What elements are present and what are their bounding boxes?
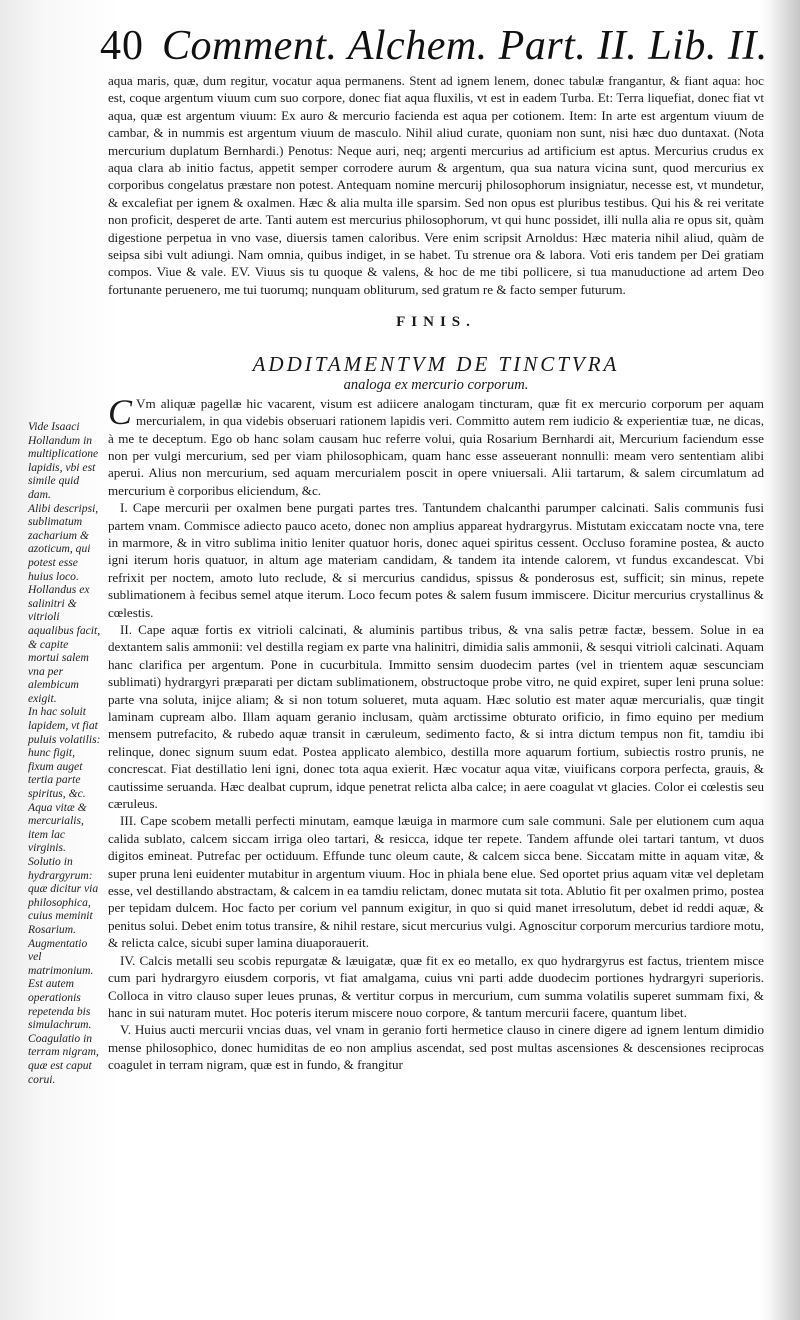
step-paragraph: I. Cape mercurii per oxalmen bene purgati partes tres. Tantundem chalcanthi parumper calcinati. Salis communis fusi partem vnam. Commisce adiecto pauco aceto, donec non amplius appareat hydrargyrus. Mistutam exiccatam nocte vna, tere in marmore, & in vitro sublima initio leniter quatuor horis, donec aquei spiritus cessent. Occluso foramine postea, & aucto igni iterum horis quatuor, in altum age materiam candidam, & tandem ita intende calorem, vt fundus excandescat. Vbi refrixit per noctem, amoto luto reclude, & si mercurius candidus, spissus & ponderosus est, sufficit; sin minus, repete sublimationem à fecibus semel atque iterum. Loco fecum potes & salem fusum immiscere. Dicitur mercurius crystallinus & cœlestis.: [108, 500, 764, 620]
margin-note: Vide Isaaci Hollandum in multiplicatione lapidis, vbi est simile quid dam.: [28, 420, 99, 501]
running-title: Comment. Alchem. Part. II. Lib. II.: [162, 23, 768, 69]
margin-note: Aqua vitæ & mercurialis, item lac virginis.: [28, 800, 87, 855]
margin-note: Augmentatio vel matrimonium.: [28, 936, 94, 977]
step-paragraph: III. Cape scobem metalli perfecti minutam, eamque læuiga in marmore cum sale communi. Sale per elutionem cum aqua calida sublato, calcem siccam irriga oleo tartari, & resicca, idque ter repete. Tandem affunde olei tartari tantum, vt duos digitos emineat. Putrefac per octiduum. Effunde tunc oleum caute, & calcem sicca bene. Siccatam mitte in aquam vitæ, & super pruna leni euidenter mutabitur in argentum viuum. Hoc in phiala bene elue. Sed oportet prius aquam vitæ vel depletam esse, vel destillando abstractam, & calcem in ea tamdiu relictam, donec mutata sit tota. Ablutio fit per oxalmen primo, postea per tepidam dulcem. Hoc facto per corium vel pannum exigitur, in quo si quid manet irresolutum, debet id reddi aquæ, & penitus solui. Debet enim totus transire, & nihil restare, sicut mercurius vulgi. Agnoscitur corporum mercurius tardiore motu, & relicta calce, sicubi super lamina diuaporauerit.: [108, 813, 764, 951]
step-paragraph: II. Cape aquæ fortis ex vitrioli calcinati, & aluminis partibus tribus, & vna salis petræ factæ, bessem. Solue in ea dextantem salis ammonii: vel destilla regiam ex parte vna halinitri, dimidia salis ammonii, & sesqui vitrioli calcinati. Aquam hanc clarifica per argentum. Pone in cucurbitula. Immitto sensim duodecim partes (vel in trientem aquæ sescunciam sublimati) hydrargyri præparati per dictam sublimationem, obstructoque probe vitro, ne quid expiret, super leni pruna solue: parte vna soluta, inijce aliam; & si non totum solueret, muta aquam. Hæc solutio est mater aquæ mercurialis, quæ tingit laminam cupream albo. Illam aquam geranio inclusam, quàm arctissime obturato orificio, in fimo equino per medium mensem putrefacito, & rubedo aquæ transit in cæruleum, sedimento facto, & si intra dictum tempus non fit, tamdiu ibi relinque, donec signum suum edat. Postea applicato alembico, destilla more aquarum fortium, subiectis rostro prunis, ne concrescat. Fiat destillatio leni igni, donec tota aqua exierit. Hæc vocatur aqua vitæ, viuificans corpora perfecta, grauis, & cautissime seruanda. Hæc dealbat cuprum, idque penetrat relicta alba calce; in aere coagulat vt glacies. Color ei cœlestis seu cæruleus.: [108, 621, 764, 812]
margin-note: Alibi descripsi, sublimatum zacharium & azoticum, qui potest esse huius loco.: [28, 501, 99, 583]
page-number: 40: [100, 23, 144, 69]
drop-capital: C: [108, 391, 133, 432]
margin-note: Est autem operationis repetenda bis simulachrum.: [28, 977, 92, 1032]
additamentum-intro: [108, 391, 764, 499]
step-paragraph: V. Huius aucti mercurii vncias duas, vel vnam in geranio forti hermetice clauso in cinere digere ad ignem lentum dimidio mense philosophico, donec humiditas de eo non amplius ascendat, sed post multas ascensiones & descensiones reciprocas coagulet in terram nigram, quæ est in fundo, & frangitur: [108, 1022, 764, 1073]
margin-note: Hollandus ex salinitri & vitrioli aqualibus facit, & capite mortui salem vna per alembicum exigit.: [28, 583, 101, 705]
finis-heading: FINIS.: [396, 314, 476, 331]
margin-note: Solutio in hydrargyrum: quæ dicitur via philosophica, cuius meminit Rosarium.: [28, 855, 99, 936]
additamentum-subtitle: analoga ex mercurio corporum.: [343, 376, 529, 393]
step-paragraph: IV. Calcis metalli seu scobis repurgatæ & læuigatæ, quæ fit ex eo metallo, ex quo hydrargyrus est factus, trientem misce cum pari hydrargyro eiusdem corporis, vt fiat amalgama, cuius vni parti adde duodecim portiones hydrargyri superioris. Colloca in vitro clauso super leues prunas, & vertitur corpus in mercurium, cum summa volatilis superet summam fixi, & hanc in sui naturam mutet. Hoc poteris iterum miscere nouo corpore, & tantum mercurii facere, quantum libet.: [108, 952, 764, 1020]
opening-paragraph: aqua maris, quæ, dum regitur, vocatur aqua permanens. Stent ad ignem lenem, donec tabulæ frangantur, & fiant aqua: hoc est, coque argentum viuum cum suo corpore, donec fiat aqua fluxilis, vt est in eadem Turba. Et: Terra liquefiat, donec fiat vt aqua, quæ est argentum viuum: Ex auro & mercurio facienda est aqua per cotionem. Item: In arte est argentum viuum de cambar, & in nummis est argentum viuum de masculo. Nihil aliud curate, quoniam non sunt, nisi hæc duo duntaxat. (Nota mercurium duplatum Bernhardi.) Penotus: Neque auri, neq; argenti mercurius ad artificium est aptus. Mercurius crudus ex aqua clara ab initio factus, appetit semper corrodere aurum & argentum, qua sua natura vicina sunt, quod mercurius ex corporibus congelatus præstare non potest. Antequam nomine mercurij philosophorum insigniatur, necesse est, vt mundetur, & excalefiat per ignem & oxalmen. Hæc & alia multa ille sparsim. Sed non opus est pluribus testibus. Qui his & rei veritate non proficit, desperet de arte. Tanti autem est mercurius philosophorum, vt qui hunc possidet, illi nulla alia re opus sit, quàm digestione perpetua in vno vase, diuersis tamen caloribus. Vere enim scripsit Arnoldus: Hæc materia nihil aliud, quàm de seipsa sibi vult adiungi. Nam omnia, quibus indiget, in se habet. Tu strenue ora & labora. Voti eris tandem per Dei gratiam compos. Viue & vale. EV. Viuus sis tu quoque & valens, & hoc de me tibi pollicere, si tua manuductione ad artem Deo fortunante peruenero, me tui tuorumq; nunquam obliturum, sed gratum re & facto semper futurum.: [108, 73, 764, 297]
binding-shadow: [770, 0, 800, 1320]
additamentum-title: ADDITAMENTVM DE TINCTVRA: [252, 351, 620, 376]
intro-text: Vm aliquæ pagellæ hic vacarent, visum est adiicere analogam tincturam, quæ fit ex mercurio corporum per aquam mercurialem, in qua videbis obseruari rationem lapidis veri. Committo autem rem iudicio & experientiæ tuæ, ne dicas, à me te deceptum. Ego ob hanc solam causam huc referre volui, quia Rosarium Bernhardi ait, Mercurium faciendum esse non per vulgi mercurium, sed per viam philosophicam, quam hanc esse asseuerant nonnulli: meam vero sententiam alibi aperui. Alius non mercurium, sed aquam mercurialem poscit in opere vniuersali. Alii tartarum, & salem circumlatum ad mercurium è corporibus eliciendum, &c.: [108, 395, 764, 498]
margin-note: Coagulatio in terram nigram, quæ est caput corui.: [28, 1031, 99, 1086]
marginal-notes: [28, 420, 102, 1086]
page-header: [100, 22, 768, 78]
main-text-column: [108, 72, 764, 1074]
margin-note: In hac soluit lapidem, vt fiat puluis volatilis: hunc figit, fixum auget tertia parte spiritus, &c.: [28, 705, 101, 801]
